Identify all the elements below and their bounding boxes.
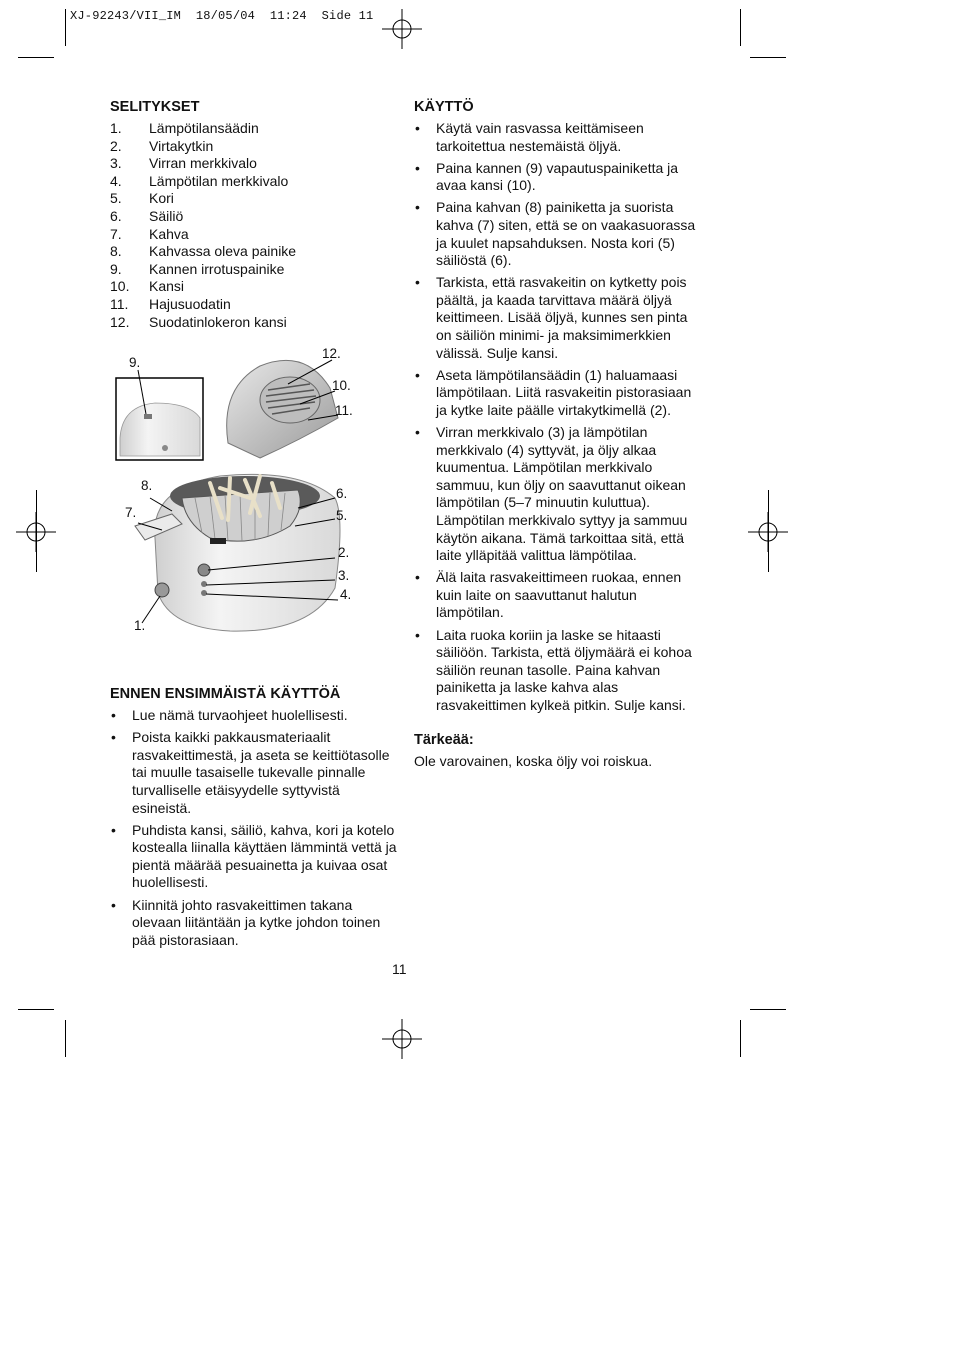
callout-label: 3. [338, 568, 350, 584]
list-item: • Laita ruoka koriin ja laske se hitaasti säiliöön. Tarkista, että öljymäärä ei kohoa säiliön reunan tasolle. Paina kahvan painiketta ja laske kahva alas rasvakeittimen kylkeä pitkin. Sulje kansi. [414, 627, 704, 715]
list-item: • Paina kahvan (8) painiketta ja suorista kahva (7) siten, että se on vaakasuorassa ja kuulet napsahduksen. Nosta kori (5) säiliöstä (6). [414, 199, 704, 269]
first-use-heading: ENNEN ENSIMMÄISTÄ KÄYTTÖÄ [110, 686, 341, 703]
callout-label: 9. [129, 355, 141, 371]
crop-mark [65, 9, 66, 46]
callout-label: 11. [335, 403, 353, 419]
list-item: 3. Virran merkkivalo [110, 155, 257, 172]
crop-mark [768, 490, 769, 572]
print-slug: XJ-92243/VII_IM 18/05/04 11:24 Side 11 [70, 9, 374, 23]
crop-mark [36, 490, 37, 572]
left-column [110, 98, 400, 954]
list-item: • Virran merkkivalo (3) ja lämpötilan merkkivalo (4) syttyvät, ja öljy alkaa kuumentua. Lämpötilan merkkivalo sammuu, kun öljy on saavuttanut oikean lämpötilan (5–7 minuutin kuluttua). Lämpötilan merkkivalo syttyy ja sammuu käytön aikana. Tämä tarkoittaa sitä, että laite ylläpitää valittua lämpötilaa. [414, 424, 704, 565]
list-item: 7. Kahva [110, 225, 189, 242]
crop-mark [740, 9, 741, 46]
deep-fryer-icon [110, 348, 400, 648]
callout-label: 6. [336, 486, 348, 502]
list-item: 9. Kannen irrotuspainike [110, 260, 285, 277]
registration-mark-icon [382, 9, 422, 49]
crop-mark [18, 57, 54, 58]
list-item: 12. Suodatinlokeron kansi [110, 313, 287, 330]
list-item: • Käytä vain rasvassa keittämiseen tarkoitettua nestemäistä öljyä. [414, 120, 704, 155]
page-number: 11 [392, 961, 407, 977]
callout-label: 1. [134, 618, 146, 634]
list-item: 8. Kahvassa oleva painike [110, 243, 297, 260]
parts-legend-list [110, 120, 400, 331]
important-heading: Tärkeää: [414, 732, 474, 748]
list-item: • Älä laita rasvakeittimeen ruokaa, ennen kuin laite on saavuttanut halutun lämpötilan. [414, 569, 704, 622]
list-item: • Lue nämä turvaohjeet huolellisesti. [110, 707, 400, 725]
right-column [414, 98, 704, 771]
usage-list [414, 120, 704, 715]
usage-heading: KÄYTTÖ [414, 99, 474, 115]
list-item: 11. Hajusuodatin [110, 295, 231, 312]
callout-label: 10. [332, 378, 351, 394]
list-item: 1. Lämpötilansäädin [110, 120, 259, 136]
list-item: 5. Kori [110, 190, 174, 207]
crop-mark [740, 1020, 741, 1057]
callout-label: 7. [125, 505, 137, 521]
first-use-list [110, 707, 400, 949]
crop-mark [65, 1020, 66, 1057]
callout-label: 2. [338, 545, 350, 561]
callout-label: 4. [340, 587, 352, 603]
list-item: 2. Virtakytkin [110, 137, 214, 154]
crop-mark [750, 57, 786, 58]
list-item: 10. Kansi [110, 278, 185, 295]
crop-mark [750, 1009, 786, 1010]
list-item: 6. Säiliö [110, 207, 184, 224]
list-item: • Tarkista, että rasvakeitin on kytketty pois päältä, ja kaada tarvittava määrä öljyä keittimeen. Lisää öljyä, kunnes sen pinta on säiliön minimi- ja maksimimerkkien välissä. Sulje kansi. [414, 274, 704, 362]
registration-mark-icon [382, 1019, 422, 1059]
list-item: 4. Lämpötilan merkkivalo [110, 172, 289, 189]
crop-mark [18, 1009, 54, 1010]
list-item: • Paina kannen (9) vapautuspainiketta ja avaa kansi (10). [414, 160, 704, 195]
list-item: • Kiinnitä johto rasvakeittimen takana olevaan liitäntään ja kytke johdon toinen pää pistorasiaan. [110, 897, 400, 950]
callout-label: 5. [336, 508, 348, 524]
callout-label: 12. [322, 346, 341, 362]
fryer-illustration [110, 348, 400, 648]
list-item: • Aseta lämpötilansäädin (1) haluamaasi lämpötilaan. Liitä rasvakeitin pistorasiaan ja kytke laite päälle virtakytkimellä (2). [414, 367, 704, 420]
list-item: • Poista kaikki pakkausmateriaalit rasvakeittimestä, ja aseta se keittiötasolle tai muulle tasaiselle tukevalle pinnalle turvalliselle etäisyydelle syttyvistä esineistä. [110, 729, 400, 817]
legend-heading: SELITYKSET [110, 99, 200, 115]
callout-label: 8. [141, 478, 153, 494]
important-note: Ole varovainen, koska öljy voi roiskua. [414, 753, 653, 769]
list-item: • Puhdista kansi, säiliö, kahva, kori ja kotelo kostealla liinalla käyttäen lämmintä vettä ja pientä määrää pesuainetta ja kuivaa osat huolellisesti. [110, 822, 400, 892]
